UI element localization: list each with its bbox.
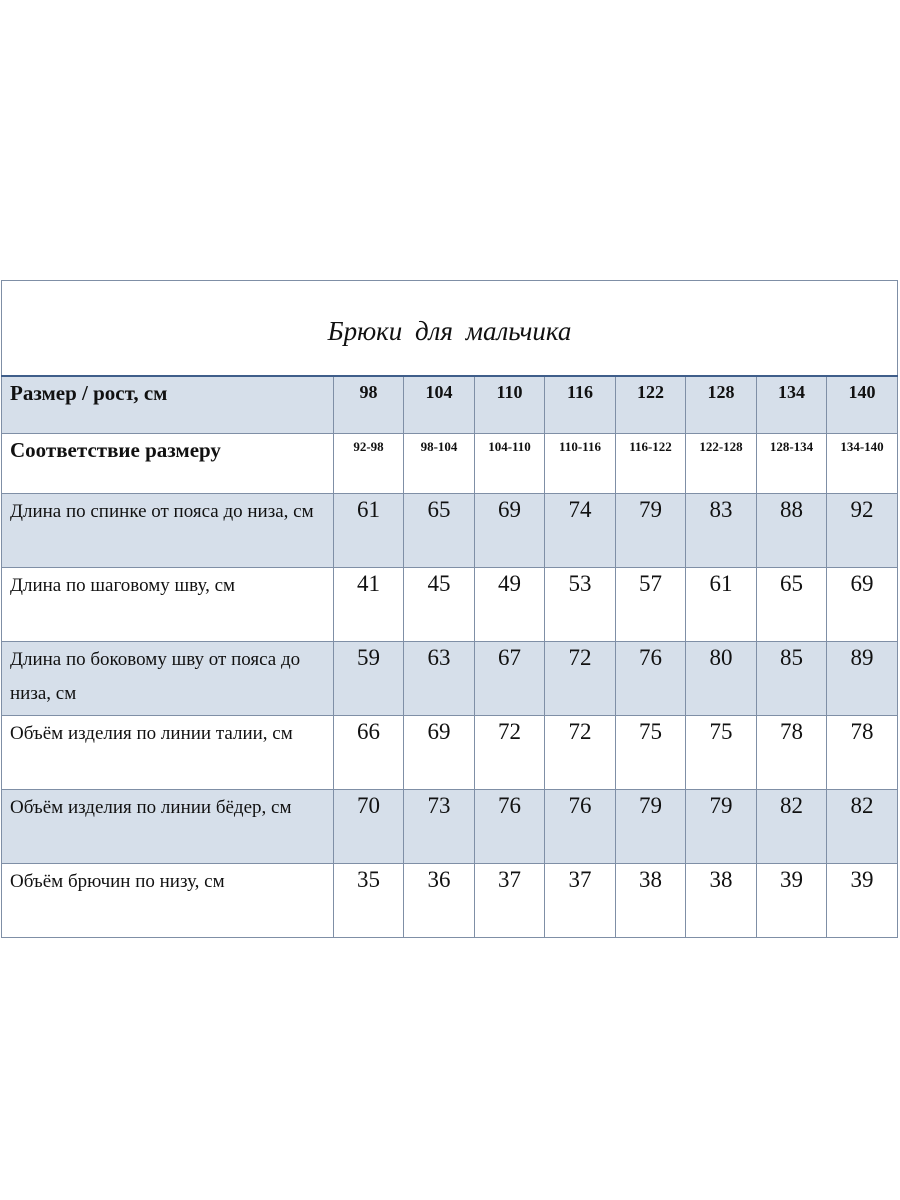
measurement-value: 78 — [827, 716, 898, 790]
measurement-value: 76 — [616, 642, 686, 716]
size-header-cell: 134 — [757, 376, 827, 434]
measurement-value: 72 — [545, 716, 616, 790]
measurement-value: 65 — [757, 568, 827, 642]
measurement-value: 37 — [475, 864, 545, 938]
table-row — [2, 864, 898, 938]
measurement-value: 35 — [334, 864, 404, 938]
measurement-value: 39 — [757, 864, 827, 938]
measurement-value: 92 — [827, 494, 898, 568]
title-cell — [2, 281, 898, 377]
measurement-value: 45 — [404, 568, 475, 642]
measurement-value: 38 — [686, 864, 757, 938]
table-row — [2, 568, 898, 642]
size-header-cell: 98 — [334, 376, 404, 434]
table-row — [2, 716, 898, 790]
measurement-value: 72 — [545, 642, 616, 716]
measurement-value: 59 — [334, 642, 404, 716]
measurement-value: 39 — [827, 864, 898, 938]
measurement-value: 66 — [334, 716, 404, 790]
measurement-value: 83 — [686, 494, 757, 568]
measurement-value: 61 — [686, 568, 757, 642]
measurement-value: 74 — [545, 494, 616, 568]
measurement-value: 76 — [545, 790, 616, 864]
measurement-value: 38 — [616, 864, 686, 938]
measurement-label: Длина по шаговому шву, см — [2, 568, 334, 642]
size-range-cell: 92-98 — [334, 434, 404, 494]
size-header-cell: 104 — [404, 376, 475, 434]
measurement-value: 61 — [334, 494, 404, 568]
measurement-value: 57 — [616, 568, 686, 642]
measurement-value: 79 — [686, 790, 757, 864]
size-range-label: Соответствие размеру — [2, 434, 334, 494]
table-row — [2, 790, 898, 864]
measurement-label: Длина по спинке от пояса до низа, см — [2, 494, 334, 568]
measurement-value: 72 — [475, 716, 545, 790]
size-range-cell: 98-104 — [404, 434, 475, 494]
measurement-value: 73 — [404, 790, 475, 864]
size-range-cell: 134-140 — [827, 434, 898, 494]
measurement-value: 82 — [757, 790, 827, 864]
measurement-value: 65 — [404, 494, 475, 568]
measurement-value: 85 — [757, 642, 827, 716]
size-header-cell: 140 — [827, 376, 898, 434]
size-range-cell: 116-122 — [616, 434, 686, 494]
size-range-cell: 122-128 — [686, 434, 757, 494]
measurement-label: Объём брючин по низу, см — [2, 864, 334, 938]
measurement-value: 78 — [757, 716, 827, 790]
size-chart-table — [1, 280, 898, 938]
size-header-cell: 116 — [545, 376, 616, 434]
measurement-value: 37 — [545, 864, 616, 938]
size-header-cell: 128 — [686, 376, 757, 434]
measurement-value: 69 — [827, 568, 898, 642]
measurement-value: 53 — [545, 568, 616, 642]
table-row — [2, 642, 898, 716]
measurement-value: 79 — [616, 494, 686, 568]
table-row — [2, 494, 898, 568]
measurement-value: 75 — [686, 716, 757, 790]
size-header-row — [2, 376, 898, 434]
measurement-value: 79 — [616, 790, 686, 864]
size-header-label: Размер / рост, см — [2, 376, 334, 434]
measurement-label: Длина по боковому шву от пояса до низа, см — [2, 642, 334, 716]
size-header-cell: 110 — [475, 376, 545, 434]
measurement-value: 49 — [475, 568, 545, 642]
size-header-cell: 122 — [616, 376, 686, 434]
measurement-label: Объём изделия по линии бёдер, см — [2, 790, 334, 864]
measurement-value: 82 — [827, 790, 898, 864]
measurement-value: 76 — [475, 790, 545, 864]
measurement-value: 89 — [827, 642, 898, 716]
size-range-cell: 110-116 — [545, 434, 616, 494]
measurement-value: 41 — [334, 568, 404, 642]
measurement-value: 36 — [404, 864, 475, 938]
size-range-row — [2, 434, 898, 494]
measurement-value: 88 — [757, 494, 827, 568]
measurement-label: Объём изделия по линии талии, см — [2, 716, 334, 790]
measurement-value: 69 — [404, 716, 475, 790]
measurement-value: 63 — [404, 642, 475, 716]
measurement-value: 70 — [334, 790, 404, 864]
measurement-value: 80 — [686, 642, 757, 716]
size-range-cell: 104-110 — [475, 434, 545, 494]
chart-title: Брюки для мальчика — [327, 315, 572, 346]
measurement-value: 75 — [616, 716, 686, 790]
size-range-cell: 128-134 — [757, 434, 827, 494]
measurement-value: 67 — [475, 642, 545, 716]
measurement-value: 69 — [475, 494, 545, 568]
